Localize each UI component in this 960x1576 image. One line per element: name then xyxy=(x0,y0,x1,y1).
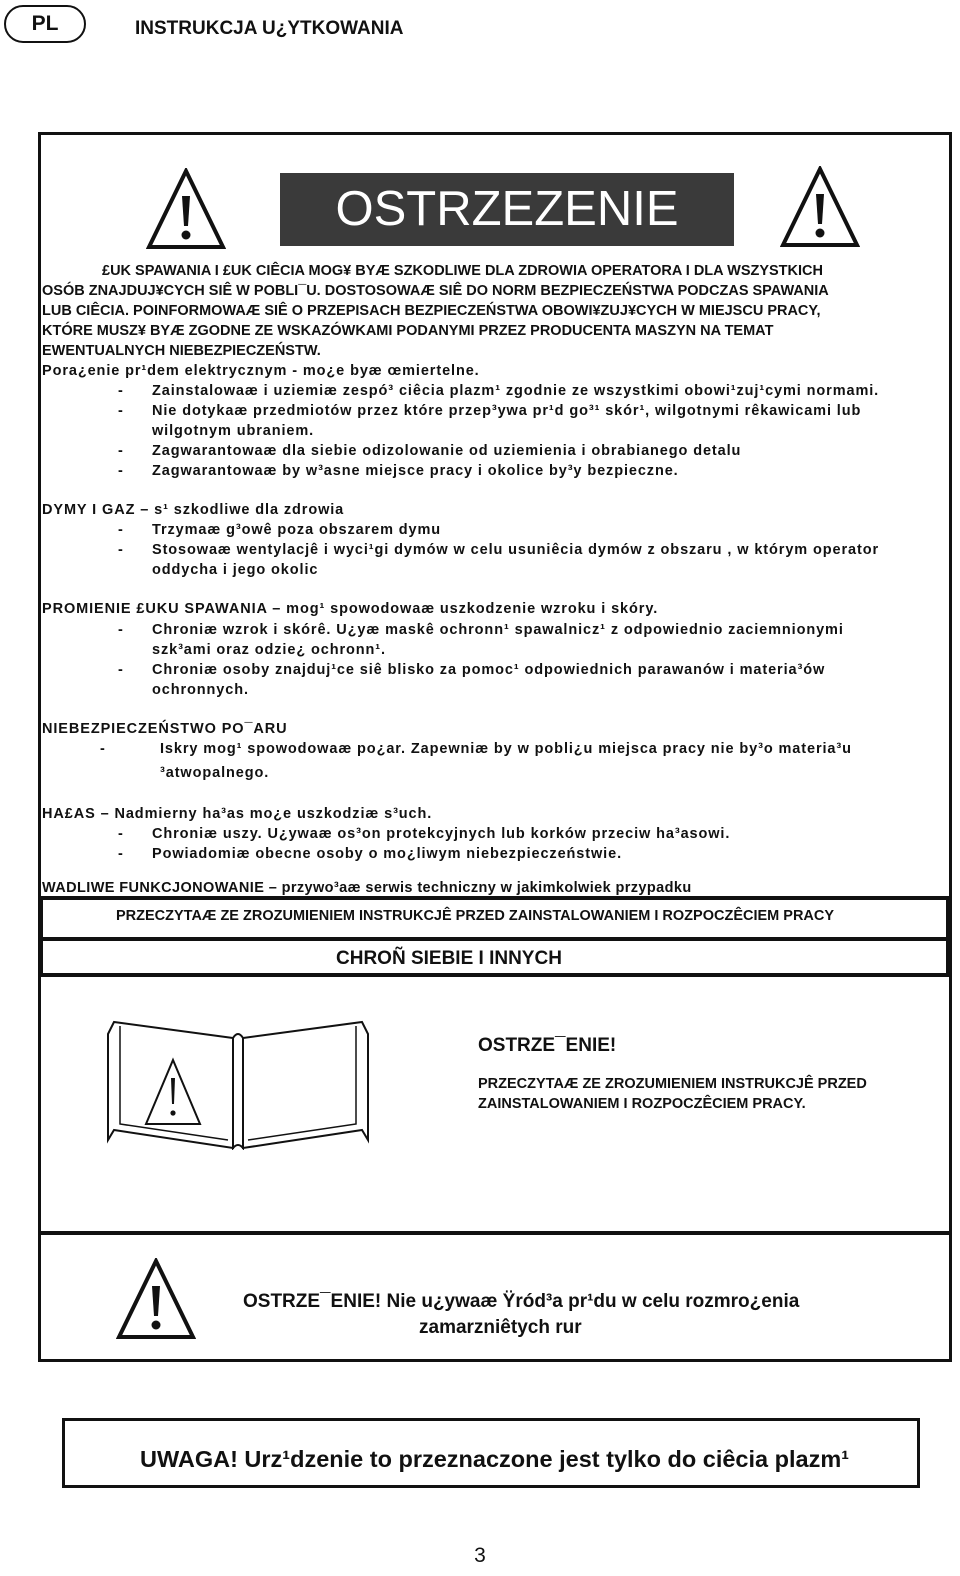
fire-heading: NIEBEZPIECZEŃSTWO PO¯ARU xyxy=(42,721,288,737)
bullet-dash: - xyxy=(100,741,105,757)
fumes-item: Stosowaæ wentylacjê i wyci¹gi dymów w celu usuniêcia dymów z obszaru , w którym operator xyxy=(152,542,880,558)
intro-line: £UK SPAWANIA I £UK CIÊCIA MOG¥ BYÆ SZKODLIWE DLA ZDROWIA OPERATORA I DLA WSZYSTKICH xyxy=(102,263,823,279)
fumes-heading: DYMY I GAZ – s¹ szkodliwe dla zdrowia xyxy=(42,502,345,518)
divider xyxy=(946,937,949,975)
electric-item: Zagwarantowaæ by w³asne miejsce pracy i okolice by³y bezpieczne. xyxy=(152,463,679,479)
divider xyxy=(40,1231,950,1235)
language-badge: PL xyxy=(4,5,86,43)
bullet-dash: - xyxy=(118,383,123,399)
malfunction-heading: WADLIWE FUNKCJONOWANIE – przywo³aæ serwis techniczny w jakimkolwiek przypadku xyxy=(42,880,692,896)
divider xyxy=(946,896,949,940)
divider xyxy=(40,937,43,975)
bullet-dash: - xyxy=(118,443,123,459)
fire-item: ³atwopalnego. xyxy=(160,765,270,781)
divider xyxy=(40,937,950,941)
rays-item: Chroniæ wzrok i skórê. U¿yæ maskê ochronn¹ spawalnicz¹ z odpowiednio zaciemnionymi xyxy=(152,622,844,638)
protect-heading: CHROÑ SIEBIE I INNYCH xyxy=(336,948,562,969)
fumes-item: oddycha i jego okolic xyxy=(152,562,319,578)
bullet-dash: - xyxy=(118,463,123,479)
noise-heading: HA£AS – Nadmierny ha³as mo¿e uszkodziæ s³uch. xyxy=(42,806,433,822)
pipe-warning-line: OSTRZE¯ENIE! Nie u¿ywaæ Ÿród³a pr¹du w celu rozmro¿enia xyxy=(243,1291,800,1312)
bullet-dash: - xyxy=(118,826,123,842)
manual-warning-line: PRZECZYTAÆ ZE ZROZUMIENIEM INSTRUKCJÊ PRZED xyxy=(478,1076,867,1092)
warning-triangle-icon xyxy=(146,168,226,250)
bullet-dash: - xyxy=(118,846,123,862)
read-instructions-notice: PRZECZYTAÆ ZE ZROZUMIENIEM INSTRUKCJÊ PRZED ZAINSTALOWANIEM I ROZPOCZÊCIEM PRACY xyxy=(116,908,835,924)
bullet-dash: - xyxy=(118,622,123,638)
electric-item: Zainstalowaæ i uziemiæ zespó³ ciêcia plazm¹ zgodnie ze wszystkimi obowi¹zuj¹cymi normami. xyxy=(152,383,880,399)
fumes-item: Trzymaæ g³owê poza obszarem dymu xyxy=(152,522,442,538)
bullet-dash: - xyxy=(118,522,123,538)
divider xyxy=(40,896,950,900)
manual-warning-line: ZAINSTALOWANIEM I ROZPOCZÊCIEM PRACY. xyxy=(478,1096,806,1112)
noise-item: Powiadomiæ obecne osoby o mo¿liwym niebezpieczeństwie. xyxy=(152,846,622,862)
noise-item: Chroniæ uszy. U¿ywaæ os³on protekcyjnych lub korków przeciw ha³asowi. xyxy=(152,826,731,842)
intro-line: LUB CIÊCIA. POINFORMOWAÆ SIÊ O PRZEPISACH BEZPIECZEŃSTWA OBOWI¥ZUJ¥CYCH W MIEJSCU PRACY, xyxy=(42,303,821,319)
divider xyxy=(40,973,950,977)
document-title: INSTRUKCJA U¿YTKOWANIA xyxy=(135,18,404,39)
intro-line: KTÓRE MUSZ¥ BYÆ ZGODNE ZE WSKAZÓWKAMI PODANYMI PRZEZ PRODUCENTA MASZYN NA TEMAT xyxy=(42,323,774,339)
bullet-dash: - xyxy=(118,662,123,678)
warning-triangle-icon xyxy=(116,1258,196,1340)
warning-triangle-icon xyxy=(780,166,860,248)
page-number: 3 xyxy=(474,1544,486,1567)
fire-item: Iskry mog¹ spowodowaæ po¿ar. Zapewniæ by w pobli¿u miejsca pracy nie by³o materia³u xyxy=(160,741,852,757)
electric-item: Zagwarantowaæ dla siebie odizolowanie od uziemienia i obrabianego detalu xyxy=(152,443,742,459)
rays-item: Chroniæ osoby znajduj¹ce siê blisko za pomoc¹ odpowiednich parawanów i materia³ów xyxy=(152,662,826,678)
pipe-warning-line: zamarzniêtych rur xyxy=(419,1317,582,1338)
manual-book-icon xyxy=(98,1012,378,1150)
intro-line: OSÓB ZNAJDUJ¥CYCH SIÊ W POBLI¯U. DOSTOSOWAÆ SIÊ DO NORM BEZPIECZEŃSTWA PODCZAS SPAWANIA xyxy=(42,283,829,299)
bullet-dash: - xyxy=(118,403,123,419)
electric-heading: Pora¿enie pr¹dem elektrycznym - mo¿e byæ œmiertelne. xyxy=(42,363,480,379)
plasma-only-notice: UWAGA! Urz¹dzenie to przeznaczone jest tylko do ciêcia plazm¹ xyxy=(140,1446,850,1472)
electric-item: wilgotnym ubraniem. xyxy=(152,423,315,439)
intro-line: EWENTUALNYCH NIEBEZPIECZEŃSTW. xyxy=(42,343,321,359)
rays-item: szk³ami oraz odzie¿ ochronn¹. xyxy=(152,642,386,658)
manual-warning-title: OSTRZE¯ENIE! xyxy=(478,1035,617,1056)
warning-banner: OSTRZEZENIE xyxy=(280,173,734,246)
bullet-dash: - xyxy=(118,542,123,558)
electric-item: Nie dotykaæ przedmiotów przez które przep³ywa pr¹d go³¹ skór¹, wilgotnymi rêkawicami lub xyxy=(152,403,862,419)
rays-item: ochronnych. xyxy=(152,682,249,698)
rays-heading: PROMIENIE £UKU SPAWANIA – mog¹ spowodowaæ uszkodzenie wzroku i skóry. xyxy=(42,601,659,617)
divider xyxy=(40,896,43,940)
